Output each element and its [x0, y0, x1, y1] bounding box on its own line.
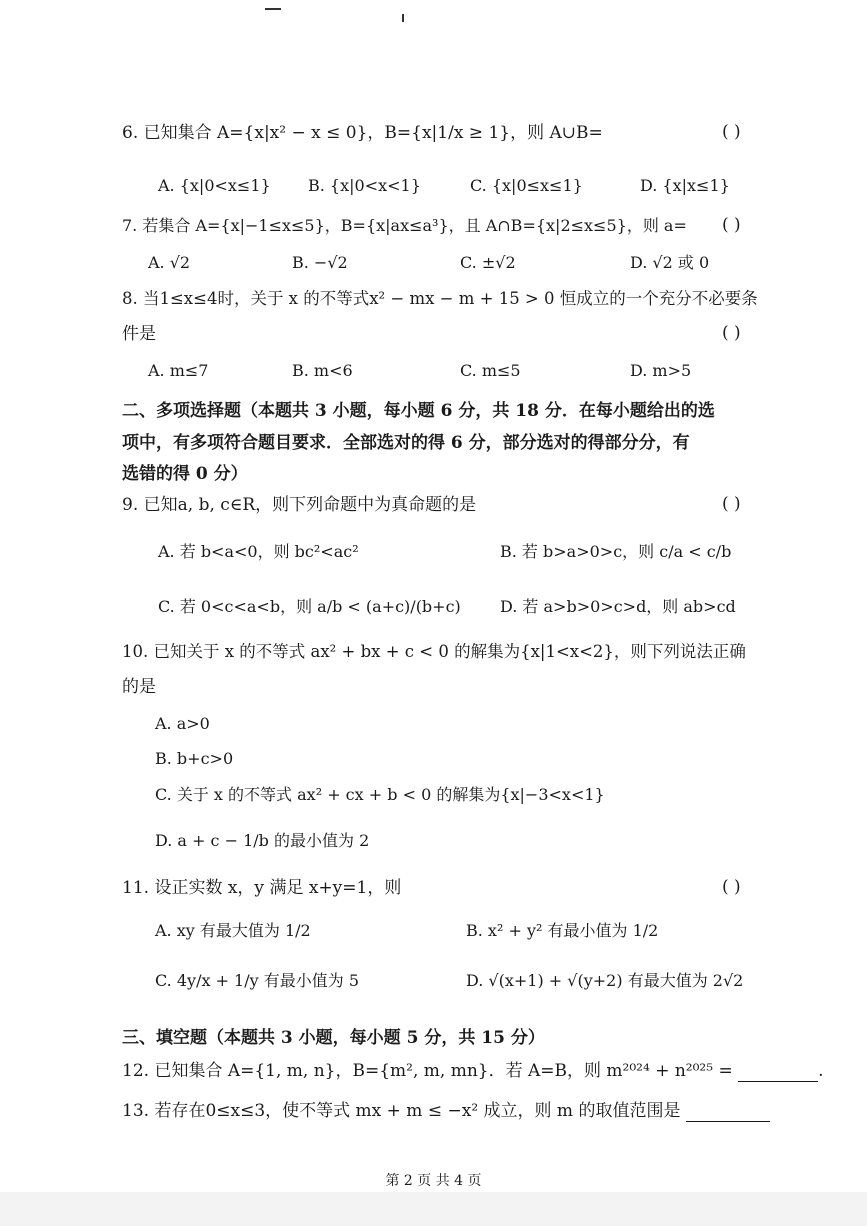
q11-option-a: A. xy 有最大值为 1/2	[155, 921, 311, 940]
q12-stem-text: 12. 已知集合 A={1, m, n}，B={m², m, mn}．若 A=B，则 m²⁰²⁴ + n²⁰²⁵ =	[122, 1061, 733, 1081]
q7-option-c: C. ±√2	[460, 253, 516, 272]
q9-option-d: D. 若 a>b>0>c>d，则 ab>cd	[500, 597, 736, 616]
q9-stem: 9. 已知a, b, c∈R，则下列命题中为真命题的是	[122, 495, 477, 515]
q9-option-a: A. 若 b<a<0，则 bc²<ac²	[158, 542, 359, 561]
q7-option-b: B. −√2	[292, 253, 348, 272]
q12-answer-blank	[738, 1081, 818, 1082]
q10-stem-line2: 的是	[122, 677, 156, 697]
q9-option-b: B. 若 b>a>0>c，则 c/a < c/b	[500, 542, 732, 561]
scan-mark	[265, 8, 281, 10]
q13-answer-blank	[686, 1121, 770, 1122]
q8-answer-bracket: ( )	[722, 323, 741, 343]
q6-option-a: A. {x|0<x≤1}	[158, 176, 271, 195]
q10-option-b: B. b+c>0	[155, 749, 234, 768]
q6-option-c: C. {x|0≤x≤1}	[470, 176, 583, 195]
q11-stem: 11. 设正实数 x，y 满足 x+y=1，则	[122, 878, 402, 898]
q13-stem-text: 13. 若存在0≤x≤3，使不等式 mx + m ≤ −x² 成立，则 m 的取值范围是	[122, 1101, 681, 1121]
scan-mark	[402, 14, 404, 22]
q10-option-c: C. 关于 x 的不等式 ax² + cx + b < 0 的解集为{x|−3<x<1}	[155, 785, 605, 804]
q8-option-c: C. m≤5	[460, 361, 521, 380]
q8-option-d: D. m>5	[630, 361, 692, 380]
q8-stem-line2: 件是	[122, 324, 156, 344]
q9-answer-bracket: ( )	[722, 494, 741, 514]
q9-option-c: C. 若 0<c<a<b，则 a/b < (a+c)/(b+c)	[158, 597, 461, 616]
q6-stem: 6. 已知集合 A={x|x² − x ≤ 0}，B={x|1/x ≥ 1}，则 A∪B=	[122, 123, 603, 143]
section2-header-line2: 项中，有多项符合题目要求．全部选对的得 6 分，部分选对的得部分分，有	[122, 433, 690, 453]
page-footer: 第 2 页 共 4 页	[385, 1173, 482, 1189]
q12-period: .	[818, 1061, 824, 1081]
q6-option-d: D. {x|x≤1}	[640, 176, 730, 195]
q6-option-b: B. {x|0<x<1}	[308, 176, 421, 195]
q12-stem	[122, 1060, 824, 1082]
q11-option-c: C. 4y/x + 1/y 有最小值为 5	[155, 971, 360, 990]
q8-option-b: B. m<6	[292, 361, 353, 380]
q8-stem-line1: 8. 当1≤x≤4时，关于 x 的不等式x² − mx − m + 15 > 0 恒成立的一个充分不必要条	[122, 289, 758, 308]
q11-option-d: D. √(x+1) + √(y+2) 有最大值为 2√2	[466, 971, 744, 990]
section3-header: 三、填空题（本题共 3 小题，每小题 5 分，共 15 分）	[122, 1028, 545, 1048]
q7-answer-bracket: ( )	[722, 215, 741, 235]
q11-answer-bracket: ( )	[722, 877, 741, 897]
q7-option-d: D. √2 或 0	[630, 253, 710, 272]
q13-stem	[122, 1100, 770, 1122]
q6-answer-bracket: ( )	[722, 122, 741, 142]
q11-option-b: B. x² + y² 有最小值为 1/2	[466, 921, 659, 940]
q10-stem-line1: 10. 已知关于 x 的不等式 ax² + bx + c < 0 的解集为{x|1<x<2}，则下列说法正确	[122, 642, 746, 661]
q10-option-a: A. a>0	[155, 714, 210, 733]
q10-option-d: D. a + c − 1/b 的最小值为 2	[155, 831, 370, 850]
q7-option-a: A. √2	[148, 253, 191, 272]
q7-stem: 7. 若集合 A={x|−1≤x≤5}，B={x|ax≤a³}，且 A∩B={x|2≤x≤5}，则 a=	[122, 216, 687, 235]
q8-option-a: A. m≤7	[148, 361, 209, 380]
section2-header-line1: 二、多项选择题（本题共 3 小题，每小题 6 分，共 18 分．在每小题给出的选	[122, 401, 715, 421]
scan-bottom-band	[0, 1192, 867, 1226]
section2-header-line3: 选错的得 0 分）	[122, 464, 248, 484]
